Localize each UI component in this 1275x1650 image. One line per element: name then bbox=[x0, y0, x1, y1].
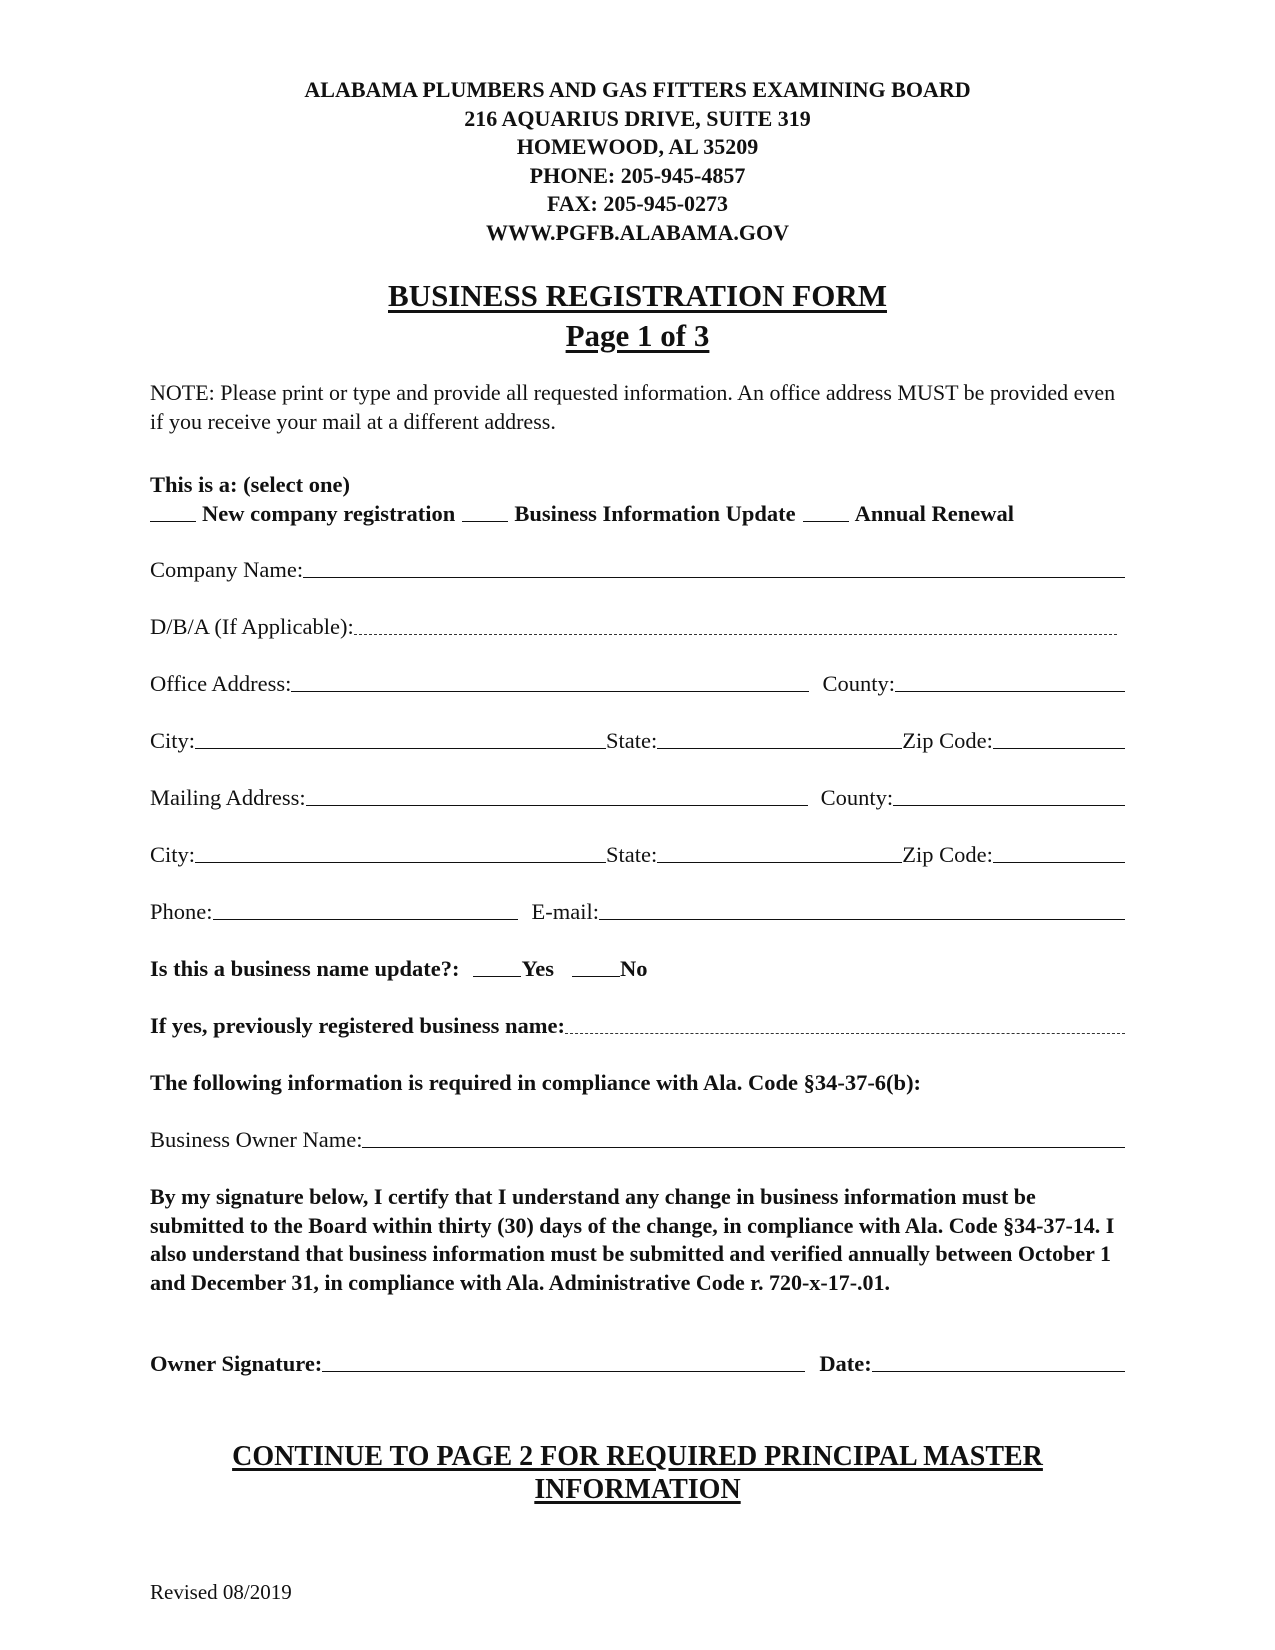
signature-row bbox=[150, 1347, 1125, 1377]
type-select-label-row bbox=[150, 468, 1125, 498]
company-name-row bbox=[150, 553, 1125, 583]
revision-date: Revised 08/2019 bbox=[150, 1580, 292, 1604]
mailing-city-field[interactable] bbox=[195, 862, 606, 863]
page-indicator bbox=[0, 316, 1275, 356]
new-registration-label: New company registration bbox=[202, 501, 456, 526]
office-state-label: State: bbox=[606, 728, 658, 753]
mailing-county-label: County: bbox=[820, 785, 894, 810]
mailing-zip-label: Zip Code: bbox=[902, 842, 993, 867]
company-name-field[interactable] bbox=[303, 577, 1125, 578]
email-field[interactable] bbox=[599, 919, 1125, 920]
page-indicator-text: Page 1 of 3 bbox=[565, 318, 710, 353]
office-address-label: Office Address: bbox=[150, 671, 292, 696]
phone-label: Phone: bbox=[150, 899, 213, 924]
continue-notice bbox=[0, 1440, 1275, 1506]
mailing-address-row bbox=[150, 781, 1125, 811]
previous-name-label: If yes, previously registered business name: bbox=[150, 1013, 566, 1038]
name-update-no-checkbox[interactable] bbox=[572, 976, 620, 977]
mailing-city-row bbox=[150, 838, 1125, 868]
office-county-field[interactable] bbox=[895, 691, 1125, 692]
office-zip-field[interactable] bbox=[993, 748, 1125, 749]
name-update-question: Is this a business name update?: bbox=[150, 956, 460, 981]
board-header bbox=[0, 76, 1275, 248]
owner-signature-label: Owner Signature: bbox=[150, 1351, 323, 1376]
mailing-state-label: State: bbox=[606, 842, 658, 867]
board-phone: PHONE: 205-945-4857 bbox=[529, 162, 746, 188]
name-update-yes-checkbox[interactable] bbox=[473, 976, 521, 977]
business-update-checkbox[interactable] bbox=[462, 521, 508, 522]
phone-email-row bbox=[150, 895, 1125, 925]
owner-name-field[interactable] bbox=[362, 1147, 1125, 1148]
office-city-row bbox=[150, 724, 1125, 754]
type-select-options bbox=[150, 497, 1125, 527]
type-select-label: This is a: (select one) bbox=[150, 472, 350, 497]
office-city-field[interactable] bbox=[195, 748, 606, 749]
previous-name-field[interactable] bbox=[565, 1033, 1125, 1034]
form-title-text: BUSINESS REGISTRATION FORM bbox=[388, 278, 887, 313]
office-address-row bbox=[150, 667, 1125, 697]
office-county-label: County: bbox=[822, 671, 895, 696]
owner-name-label: Business Owner Name: bbox=[150, 1127, 363, 1152]
mailing-zip-field[interactable] bbox=[993, 862, 1125, 863]
annual-renewal-label: Annual Renewal bbox=[854, 501, 1015, 526]
phone-field[interactable] bbox=[213, 919, 518, 920]
owner-signature-field[interactable] bbox=[322, 1371, 805, 1372]
office-address-field[interactable] bbox=[291, 691, 809, 692]
office-city-label: City: bbox=[150, 728, 196, 753]
email-label: E-mail: bbox=[531, 899, 599, 924]
office-state-field[interactable] bbox=[657, 748, 902, 749]
instructions-note: NOTE: Please print or type and provide all requested information. An office address MUST be provided even if you receive your mail at a different address. bbox=[150, 380, 1116, 434]
mailing-county-field[interactable] bbox=[893, 805, 1125, 806]
date-label: Date: bbox=[819, 1351, 872, 1376]
compliance-note: The following information is required in compliance with Ala. Code §34-37-6(b): bbox=[150, 1070, 922, 1095]
certification-statement: By my signature below, I certify that I understand any change in business information must be submitted to the Board within thirty (30) days of the change, in compliance with Ala. Code §34-37-14. I also understand that business information must be submitted and verified annually between October 1 and December 31, in compliance with Ala. Administrative Code r. 720-x-17-.01. bbox=[150, 1184, 1115, 1295]
name-update-row bbox=[150, 952, 1125, 982]
mailing-address-label: Mailing Address: bbox=[150, 785, 306, 810]
form-title bbox=[0, 276, 1275, 316]
mailing-address-field[interactable] bbox=[306, 805, 808, 806]
dba-row bbox=[150, 610, 1125, 640]
annual-renewal-checkbox[interactable] bbox=[803, 521, 849, 522]
board-name: ALABAMA PLUMBERS AND GAS FITTERS EXAMINING BOARD bbox=[304, 77, 971, 102]
board-city-state-zip: HOMEWOOD, AL 35209 bbox=[516, 134, 759, 160]
name-update-no-label: No bbox=[619, 956, 648, 981]
continue-notice-line1: CONTINUE TO PAGE 2 FOR REQUIRED PRINCIPAL MASTER bbox=[232, 1441, 1043, 1472]
previous-name-row bbox=[150, 1009, 1125, 1039]
name-update-yes-label: Yes bbox=[521, 956, 554, 981]
date-field[interactable] bbox=[872, 1371, 1125, 1372]
dba-field[interactable] bbox=[354, 634, 1117, 635]
continue-notice-line2: INFORMATION bbox=[534, 1474, 741, 1505]
owner-name-row bbox=[150, 1123, 1125, 1153]
board-fax: FAX: 205-945-0273 bbox=[546, 191, 729, 217]
business-update-label: Business Information Update bbox=[514, 501, 796, 526]
company-name-label: Company Name: bbox=[150, 557, 304, 582]
office-zip-label: Zip Code: bbox=[902, 728, 993, 753]
compliance-note-row bbox=[150, 1066, 1125, 1096]
dba-label: D/B/A (If Applicable): bbox=[150, 614, 354, 639]
mailing-state-field[interactable] bbox=[657, 862, 902, 863]
board-street-address: 216 AQUARIUS DRIVE, SUITE 319 bbox=[464, 105, 811, 131]
mailing-city-label: City: bbox=[150, 842, 196, 867]
board-website: WWW.PGFB.ALABAMA.GOV bbox=[486, 219, 789, 245]
new-registration-checkbox[interactable] bbox=[150, 521, 196, 522]
